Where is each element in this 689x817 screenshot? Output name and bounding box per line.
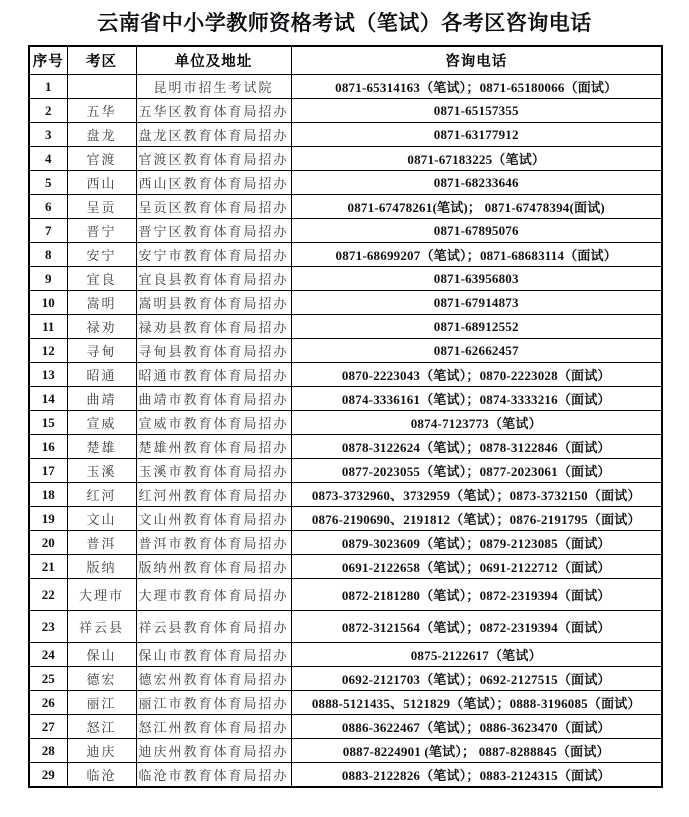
page-title: 云南省中小学教师资格考试（笔试）各考区咨询电话 — [97, 11, 592, 35]
table-row — [29, 579, 662, 611]
row-exam-area: 普洱 — [67, 531, 136, 555]
table-row — [29, 483, 662, 507]
row-serial-number: 1 — [29, 75, 67, 99]
row-exam-area: 德宏 — [67, 667, 136, 691]
table-row — [29, 291, 662, 315]
row-serial-number: 16 — [29, 435, 67, 459]
row-serial-number: 6 — [29, 195, 67, 219]
row-unit-address: 文山州教育体育局招办 — [136, 507, 291, 531]
col-header-unit-address: 单位及地址 — [136, 46, 291, 75]
row-unit-address: 大理市教育体育局招办 — [136, 579, 291, 611]
row-exam-area: 怒江 — [67, 715, 136, 739]
row-exam-area: 寻甸 — [67, 339, 136, 363]
row-serial-number: 14 — [29, 387, 67, 411]
row-serial-number: 17 — [29, 459, 67, 483]
row-exam-area: 曲靖 — [67, 387, 136, 411]
row-unit-address: 呈贡区教育体育局招办 — [136, 195, 291, 219]
row-phone-number: 0871-68233646 — [291, 171, 662, 195]
row-phone-number: 0871-68912552 — [291, 315, 662, 339]
row-unit-address: 宜良县教育体育局招办 — [136, 267, 291, 291]
row-serial-number: 12 — [29, 339, 67, 363]
row-unit-address: 普洱市教育体育局招办 — [136, 531, 291, 555]
row-phone-number: 0874-3336161（笔试）；0874-3333216（面试） — [291, 387, 662, 411]
row-exam-area: 大理市 — [67, 579, 136, 611]
row-serial-number: 9 — [29, 267, 67, 291]
row-phone-number: 0877-2023055（笔试）；0877-2023061（面试） — [291, 459, 662, 483]
row-exam-area: 玉溪 — [67, 459, 136, 483]
row-unit-address: 版纳州教育体育局招办 — [136, 555, 291, 579]
row-phone-number: 0692-2121703（笔试）；0692-2127515（面试） — [291, 667, 662, 691]
table-row — [29, 123, 662, 147]
row-serial-number: 23 — [29, 611, 67, 643]
row-exam-area: 迪庆 — [67, 739, 136, 763]
row-unit-address: 盘龙区教育体育局招办 — [136, 123, 291, 147]
table-row — [29, 411, 662, 435]
table-row — [29, 691, 662, 715]
row-exam-area: 官渡 — [67, 147, 136, 171]
row-phone-number: 0871-63177912 — [291, 123, 662, 147]
row-phone-number: 0888-5121435、5121829（笔试）；0888-3196085（面试） — [291, 691, 662, 715]
row-phone-number: 0886-3622467（笔试）；0886-3623470（面试） — [291, 715, 662, 739]
row-serial-number: 29 — [29, 763, 67, 788]
table-row — [29, 611, 662, 643]
table-row — [29, 243, 662, 267]
row-unit-address: 晋宁区教育体育局招办 — [136, 219, 291, 243]
table-header-row — [29, 46, 662, 75]
table-row — [29, 555, 662, 579]
row-exam-area: 禄劝 — [67, 315, 136, 339]
row-exam-area: 楚雄 — [67, 435, 136, 459]
row-unit-address: 曲靖市教育体育局招办 — [136, 387, 291, 411]
table-row — [29, 339, 662, 363]
row-serial-number: 8 — [29, 243, 67, 267]
row-phone-number: 0870-2223043（笔试）；0870-2223028（面试） — [291, 363, 662, 387]
row-phone-number: 0872-2181280（笔试）；0872-2319394（面试） — [291, 579, 662, 611]
table-row — [29, 435, 662, 459]
row-serial-number: 19 — [29, 507, 67, 531]
row-phone-number: 0875-2122617（笔试） — [291, 643, 662, 667]
row-serial-number: 15 — [29, 411, 67, 435]
row-serial-number: 3 — [29, 123, 67, 147]
row-exam-area: 盘龙 — [67, 123, 136, 147]
row-serial-number: 24 — [29, 643, 67, 667]
row-exam-area: 文山 — [67, 507, 136, 531]
row-phone-number: 0871-67478261(笔试)； 0871-67478394(面试) — [291, 195, 662, 219]
row-serial-number: 21 — [29, 555, 67, 579]
row-phone-number: 0872-3121564（笔试）；0872-2319394（面试） — [291, 611, 662, 643]
row-exam-area: 宜良 — [67, 267, 136, 291]
row-phone-number: 0879-3023609（笔试）；0879-2123085（面试） — [291, 531, 662, 555]
row-phone-number: 0871-67895076 — [291, 219, 662, 243]
table-row — [29, 387, 662, 411]
row-exam-area: 昭通 — [67, 363, 136, 387]
row-exam-area: 宣威 — [67, 411, 136, 435]
row-unit-address: 玉溪市教育体育局招办 — [136, 459, 291, 483]
row-unit-address: 昭通市教育体育局招办 — [136, 363, 291, 387]
row-exam-area: 祥云县 — [67, 611, 136, 643]
row-exam-area: 版纳 — [67, 555, 136, 579]
table-row — [29, 267, 662, 291]
row-phone-number: 0876-2190690、2191812（笔试）；0876-2191795（面试） — [291, 507, 662, 531]
row-exam-area: 丽江 — [67, 691, 136, 715]
row-phone-number: 0873-3732960、3732959（笔试）；0873-3732150（面试） — [291, 483, 662, 507]
row-serial-number: 18 — [29, 483, 67, 507]
row-unit-address: 祥云县教育体育局招办 — [136, 611, 291, 643]
table-row — [29, 195, 662, 219]
row-unit-address: 怒江州教育体育局招办 — [136, 715, 291, 739]
row-unit-address: 保山市教育体育局招办 — [136, 643, 291, 667]
row-unit-address: 迪庆州教育体育局招办 — [136, 739, 291, 763]
row-unit-address: 安宁市教育体育局招办 — [136, 243, 291, 267]
row-unit-address: 丽江市教育体育局招办 — [136, 691, 291, 715]
row-phone-number: 0871-63956803 — [291, 267, 662, 291]
row-phone-number: 0871-68699207（笔试）；0871-68683114（面试） — [291, 243, 662, 267]
row-exam-area: 五华 — [67, 99, 136, 123]
row-phone-number: 0691-2122658（笔试）；0691-2122712（面试） — [291, 555, 662, 579]
row-serial-number: 27 — [29, 715, 67, 739]
table-row — [29, 739, 662, 763]
row-unit-address: 禄劝县教育体育局招办 — [136, 315, 291, 339]
row-exam-area: 嵩明 — [67, 291, 136, 315]
phone-table — [28, 45, 663, 788]
row-unit-address: 宣威市教育体育局招办 — [136, 411, 291, 435]
row-unit-address: 嵩明县教育体育局招办 — [136, 291, 291, 315]
row-phone-number: 0883-2122826（笔试）；0883-2124315（面试） — [291, 763, 662, 788]
row-phone-number: 0887-8224901 (笔试）； 0887-8288845（面试） — [291, 739, 662, 763]
row-unit-address: 西山区教育体育局招办 — [136, 171, 291, 195]
row-unit-address: 楚雄州教育体育局招办 — [136, 435, 291, 459]
row-serial-number: 2 — [29, 99, 67, 123]
table-row — [29, 171, 662, 195]
table-row — [29, 219, 662, 243]
table-row — [29, 363, 662, 387]
row-unit-address: 临沧市教育体育局招办 — [136, 763, 291, 788]
row-exam-area: 西山 — [67, 171, 136, 195]
table-row — [29, 715, 662, 739]
row-phone-number: 0871-62662457 — [291, 339, 662, 363]
row-unit-address: 红河州教育体育局招办 — [136, 483, 291, 507]
col-header-phone: 咨询电话 — [291, 46, 662, 75]
row-exam-area: 安宁 — [67, 243, 136, 267]
row-phone-number: 0871-65157355 — [291, 99, 662, 123]
row-serial-number: 7 — [29, 219, 67, 243]
row-serial-number: 11 — [29, 315, 67, 339]
table-row — [29, 147, 662, 171]
row-serial-number: 10 — [29, 291, 67, 315]
table-row — [29, 315, 662, 339]
table-row — [29, 667, 662, 691]
col-header-serial-no: 序号 — [29, 46, 67, 75]
row-exam-area: 晋宁 — [67, 219, 136, 243]
col-header-exam-area: 考区 — [67, 46, 136, 75]
row-serial-number: 26 — [29, 691, 67, 715]
row-exam-area: 呈贡 — [67, 195, 136, 219]
table-row — [29, 643, 662, 667]
row-serial-number: 28 — [29, 739, 67, 763]
row-unit-address: 德宏州教育体育局招办 — [136, 667, 291, 691]
row-phone-number: 0871-67183225（笔试） — [291, 147, 662, 171]
table-row — [29, 459, 662, 483]
row-serial-number: 22 — [29, 579, 67, 611]
row-phone-number: 0871-65314163（笔试）；0871-65180066（面试） — [291, 75, 662, 99]
row-serial-number: 4 — [29, 147, 67, 171]
table-row — [29, 75, 662, 99]
row-phone-number: 0878-3122624（笔试）；0878-3122846（面试） — [291, 435, 662, 459]
table-row — [29, 99, 662, 123]
table-row — [29, 507, 662, 531]
row-serial-number: 13 — [29, 363, 67, 387]
row-serial-number: 25 — [29, 667, 67, 691]
table-row — [29, 763, 662, 788]
row-unit-address: 官渡区教育体育局招办 — [136, 147, 291, 171]
row-exam-area: 红河 — [67, 483, 136, 507]
row-exam-area: 临沧 — [67, 763, 136, 788]
row-serial-number: 20 — [29, 531, 67, 555]
table-body — [29, 75, 662, 788]
row-exam-area — [67, 75, 136, 99]
row-exam-area: 保山 — [67, 643, 136, 667]
row-phone-number: 0871-67914873 — [291, 291, 662, 315]
row-unit-address: 寻甸县教育体育局招办 — [136, 339, 291, 363]
row-phone-number: 0874-7123773（笔试） — [291, 411, 662, 435]
table-row — [29, 531, 662, 555]
row-serial-number: 5 — [29, 171, 67, 195]
row-unit-address: 昆明市招生考试院 — [136, 75, 291, 99]
row-unit-address: 五华区教育体育局招办 — [136, 99, 291, 123]
